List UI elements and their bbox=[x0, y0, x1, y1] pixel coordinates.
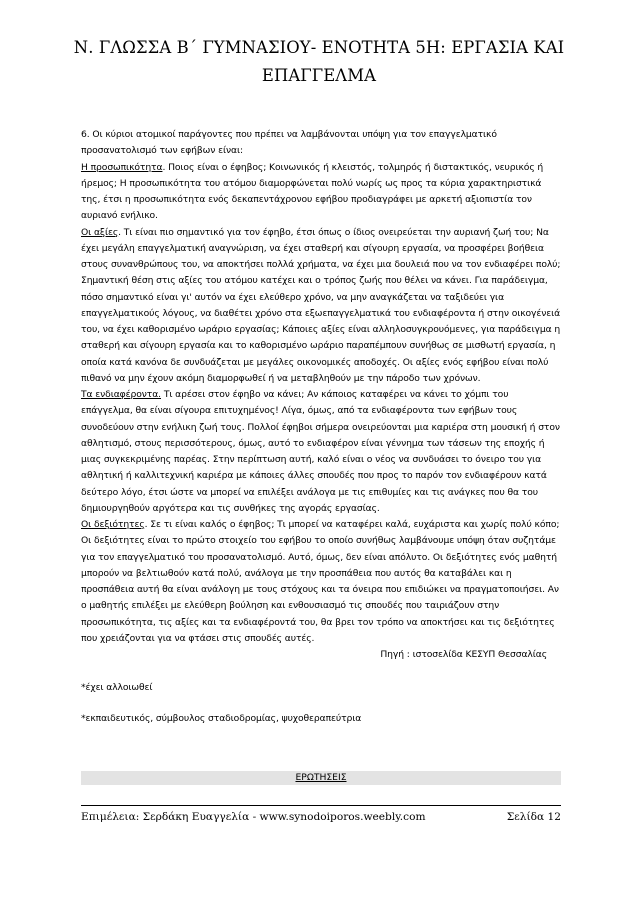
footer-page-number: Σελίδα 12 bbox=[506, 811, 561, 823]
personality-paragraph bbox=[81, 160, 561, 225]
footer-editor: Επιμέλεια: Σερδάκη Ευαγγελία - www.synodoiporos.weebly.com bbox=[81, 811, 426, 823]
interests-text: Τι αρέσει στον έφηβο να κάνει; Αν κάποιος καταφέρει να κάνει το χόμπι του επάγγελμα, θα είναι σίγουρα επιτυχημένος! Λίγα, όμως, από τα ενδιαφέροντα των εφήβων τους συνοδεύουν στην ενήλικη ζωή τους. Πολλοί έφηβοι σήμερα ονειρεύονται μια καριέρα στη μουσική ή στον αθλητισμό, στους περισσότερους, όμως, αυτό το ενδιαφέρον είναι γέννημα των τάσεων της εποχής ή μιας συγκεκριμένης παρέας. Στην περίπτωση αυτή, καλό είναι ο νέος να συνδυάσει το όνειρο του για αθλητική ή καλλιτεχνική καριέρα με κάποιες άλλες σπουδές που προς το παρόν τον ενδιαφέρουν κατά δεύτερο λόγο, έτσι ώστε να μπορεί να επιλέξει ανάλογα με τις επιθυμίες και τις ανάγκες που θα του δημιουργηθούν αργότερα και τις συνθήκες της αγοράς εργασίας. bbox=[81, 389, 560, 514]
values-paragraph bbox=[81, 225, 561, 388]
personality-text: . Ποιος είναι ο έφηβος; Κοινωνικός ή κλειστός, τολμηρός ή διστακτικός, νευρικός ή ήρεμος; Η προσωπικότητα του ατόμου διαμορφώνεται πολύ νωρίς ως προς τα κύρια χαρακτηριστικά της, έτσι η προσωπικότητα ενός δεκαπεντάχρονου εφήβου προδιαγράφει με αρκετή αξιοπιστία τον αυριανό ενήλικο. bbox=[81, 161, 544, 222]
interests-paragraph bbox=[81, 387, 561, 517]
skills-paragraph bbox=[81, 517, 561, 647]
footer-divider bbox=[81, 805, 561, 806]
questions-heading-bar bbox=[81, 771, 561, 785]
page-title bbox=[70, 34, 568, 90]
page-footer bbox=[81, 810, 561, 824]
document-body bbox=[81, 127, 561, 727]
skills-heading: Οι δεξιότητες bbox=[81, 519, 145, 530]
footnote-altered: *έχει αλλοιωθεί bbox=[81, 682, 153, 694]
source-line: Πηγή : ιστοσελίδα ΚΕΣΥΠ Θεσσαλίας bbox=[380, 649, 547, 660]
interests-heading: Τα ενδιαφέροντα. bbox=[81, 389, 161, 400]
page-title-line2: ΕΠΑΓΓΕΛΜΑ bbox=[261, 66, 377, 85]
footnote-author: *εκπαιδευτικός, σύμβουλος σταδιοδρομίας, ψυχοθεραπεύτρια bbox=[81, 712, 362, 724]
page-title-line1: Ν. ΓΛΩΣΣΑ Β΄ ΓΥΜΝΑΣΙΟΥ- ΕΝΟΤΗΤΑ 5Η: ΕΡΓΑΣΙΑ ΚΑΙ bbox=[73, 38, 565, 57]
intro-paragraph: 6. Οι κύριοι ατομικοί παράγοντες που πρέπει να λαμβάνονται υπόψη για τον επαγγελματικό προσανατολισμό των εφήβων είναι: bbox=[81, 129, 497, 157]
values-text: . Τι είναι πιο σημαντικό για τον έφηβο, έτσι όπως ο ίδιος ονειρεύεται την αυριανή ζωή του; Να έχει μεγάλη επαγγελματική αναγνώριση, να έχει σταθερή και σίγουρη εργασία, να προσφέρει βοήθεια στους συνανθρώπους του, να αποκτήσει πολλά χρήματα, να έχει μια δουλειά που να τον ενδιαφέρει πολύ; Σημαντική θέση στις αξίες του ατόμου κατέχει και ο τρόπος ζωής που θέλει να κάνει. Για παράδειγμα, πόσο σημαντικό είναι γι' αυτόν να έχει ελεύθερο χρόνο, να μην αναγκάζεται να ταξιδεύει για επαγγελματικούς λόγους, να διαθέτει χρόνο στα εξωεπαγγελματικά του ενδιαφέροντα ή στην οικογένειά του, να έχει καθορισμένο ωράριο εργασίας; Κάποιες αξίες είναι αλληλοσυγκρουόμενες, για παράδειγμα η σταθερή και σίγουρη εργασία και το καθορισμένο ωράριο παραπέμπουν συνήθως σε μισθωτή εργασία, η οποία κατά κανόνα δε συνδυάζεται με μεγάλες οικονομικές αποδοχές. Οι αξίες ενός εφήβου είναι πολύ πιθανό να μην έχουν ακόμη διαμορφωθεί ή να μεταβληθούν με την πάροδο των χρόνων. bbox=[81, 226, 561, 384]
personality-heading: Η προσωπικότητα bbox=[81, 161, 163, 173]
skills-text: . Σε τι είναι καλός ο έφηβος; Τι μπορεί να καταφέρει καλά, ευχάριστα και χωρίς πολύ κόπο; Οι δεξιότητες είναι το πρώτο στοιχείο του εφήβου το οποίο συνήθως λαμβάνουμε υπόψη όταν συζητάμε για τον επαγγελματικό του προσανατολισμό. Αυτό, όμως, δεν είναι απόλυτο. Οι δεξιότητες ενός μαθητή μπορούν να βελτιωθούν κατά πολύ, ανάλογα με την προσπάθεια που αυτός θα καταβάλει και η προσπάθεια αυτή θα είναι ανάλογη με τους στόχους και τα όνειρα που επιδιώκει να πραγματοποιήσει. Αν ο μαθητής επιλέξει με ελεύθερη βούληση και ενθουσιασμό τις σπουδές που ταιριάζουν στην προσωπικότητα, τις αξίες και τα ενδιαφέροντά του, θα βρει τον τρόπο να αποκτήσει και τις δεξιότητες που χρειάζονται για να φτάσει στις σπουδές αυτές. bbox=[81, 519, 560, 644]
questions-heading: ΕΡΩΤΗΣΕΙΣ bbox=[295, 772, 347, 783]
values-heading: Οι αξίες bbox=[81, 226, 119, 238]
questions-section bbox=[81, 771, 561, 785]
